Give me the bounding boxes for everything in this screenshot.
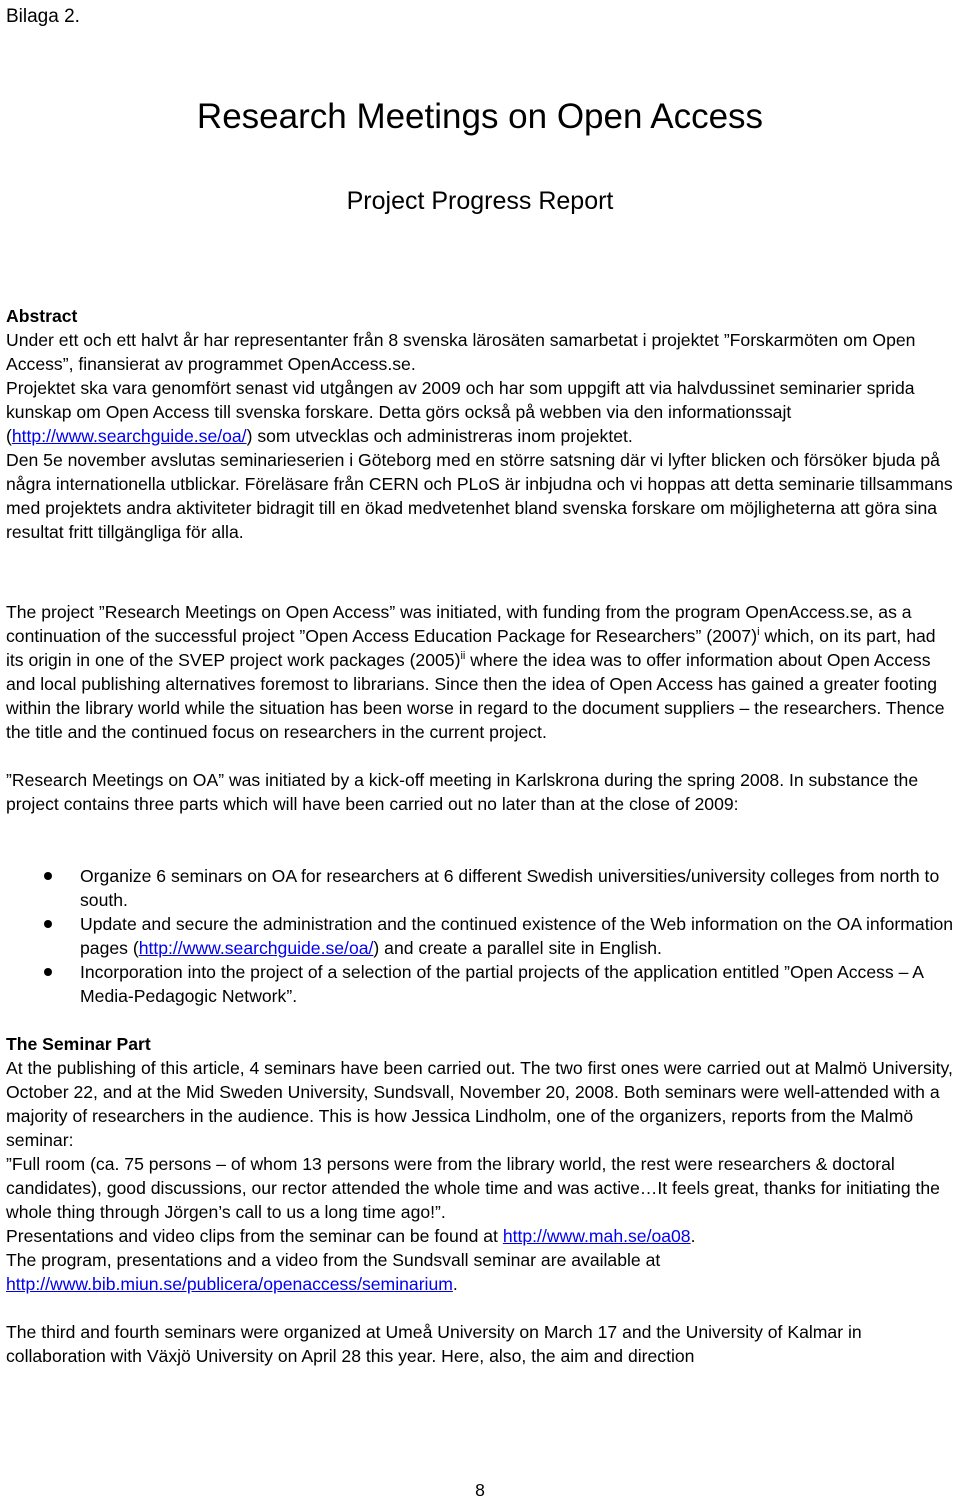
seminar-paragraph-2: Presentations and video clips from the seminar can be found at http://www.mah.se/oa08. bbox=[6, 1226, 696, 1246]
abstract-heading: Abstract bbox=[6, 306, 78, 326]
seminar-quote: ”Full room (ca. 75 persons – of whom 13 persons were from the library world, the rest were researchers & doctoral candidates), good discussions, our rector attended the whole time and was active…It feels great, thanks for initiating the whole thing through Jörgen’s call to us a long time ago!”. bbox=[6, 1154, 940, 1222]
abstract-paragraph-1: Under ett och ett halvt år har representanter från 8 svenska lärosäten samarbetat i projektet ”Forskarmöten om Open Access”, finansierat av programmet OpenAccess.se. bbox=[6, 330, 916, 374]
project-parts-list bbox=[6, 864, 958, 1008]
bullet-icon bbox=[44, 872, 52, 880]
abstract-paragraph-2: Projektet ska vara genomfört senast vid utgången av 2009 och har som uppgift att via halvdussinet seminarier sprida kunskap om Open Access till svenska forskare. Detta görs också på webben via den informationssajt (http://www.searchguide.se/oa/) som utvecklas och administreras inom projektet. bbox=[6, 378, 915, 446]
document-subtitle: Project Progress Report bbox=[346, 187, 614, 215]
document-title: Research Meetings on Open Access bbox=[196, 97, 764, 136]
project-parts-intro: ”Research Meetings on OA” was initiated by a kick-off meeting in Karlskrona during the spring 2008. In substance the project contains three parts which will have been carried out no later than at the close of 2009: bbox=[6, 770, 919, 814]
seminar-paragraph-3: The program, presentations and a video from the Sundsvall seminar are available at http://www.bib.miun.se/publicera/openaccess/seminarium. bbox=[6, 1250, 661, 1294]
seminar-heading: The Seminar Part bbox=[6, 1034, 151, 1054]
seminar-paragraph-4: The third and fourth seminars were organized at Umeå University on March 17 and the University of Kalmar in collaboration with Växjö University on April 28 this year. Here, also, the aim and direction bbox=[6, 1322, 862, 1366]
bullet-icon bbox=[44, 920, 52, 928]
list-item: Update and secure the administration and the continued existence of the Web information on the OA information pages (http://www.searchguide.se/oa/) and create a parallel site in English. bbox=[6, 912, 958, 960]
mah-link[interactable]: http://www.mah.se/oa08 bbox=[502, 1226, 691, 1246]
page-number: 8 bbox=[475, 1480, 485, 1500]
intro-paragraph: The project ”Research Meetings on Open Access” was initiated, with funding from the program OpenAccess.se, as a continuation of the successful project ”Open Access Education Package for Researchers” $(2007)^i$ which, on its part, had its origin in one of the SVEP project work packages $(2005)^{ii}$ where the idea was to offer information about Open Access and local publishing alternatives foremost to librarians. Since then the idea of Open Access has gained a greater footing within the library world while the situation has been worse in regard to the document suppliers – the researchers. Thence the title and the continued focus on researchers in the current project. bbox=[6, 602, 945, 742]
seminar-paragraph-1: At the publishing of this article, 4 seminars have been carried out. The two first ones were carried out at Malmö University, October 22, and at the Mid Sweden University, Sundsvall, November 20, 2008. Both seminars were well-attended with a majority of researchers in the audience. This is how Jessica Lindholm, one of the organizers, reports from the Malmö seminar: bbox=[6, 1058, 953, 1150]
footnote-ref-i[interactable]: i bbox=[757, 626, 760, 639]
footnote-ref-ii[interactable]: ii bbox=[460, 650, 466, 663]
searchguide-link[interactable]: http://www.searchguide.se/oa/ bbox=[11, 426, 247, 446]
list-item: Incorporation into the project of a selection of the partial projects of the application entitled ”Open Access – A Media-Pedagogic Network”. bbox=[6, 960, 958, 1008]
miun-link[interactable]: http://www.bib.miun.se/publicera/openaccess/seminarium bbox=[6, 1274, 453, 1294]
document-body bbox=[6, 304, 958, 1368]
abstract-paragraph-3: Den 5e november avslutas seminarieserien i Göteborg med en större satsning där vi lyfter blicken och försöker bjuda på några internationella utblickar. Föreläsare från CERN och PLoS är inbjudna och vi hoppas att detta seminarie tillsammans med projektets andra aktiviteter bidragit till en ökad medvetenhet bland svenska forskare om möjligheterna att göra sina resultat fritt tillgängliga för alla. bbox=[6, 450, 953, 542]
searchguide-link-2[interactable]: http://www.searchguide.se/oa/ bbox=[138, 938, 374, 958]
bullet-icon bbox=[44, 968, 52, 976]
list-item: Organize 6 seminars on OA for researchers at 6 different Swedish universities/university colleges from north to south. bbox=[6, 864, 958, 912]
annex-label: Bilaga 2. bbox=[6, 6, 80, 27]
